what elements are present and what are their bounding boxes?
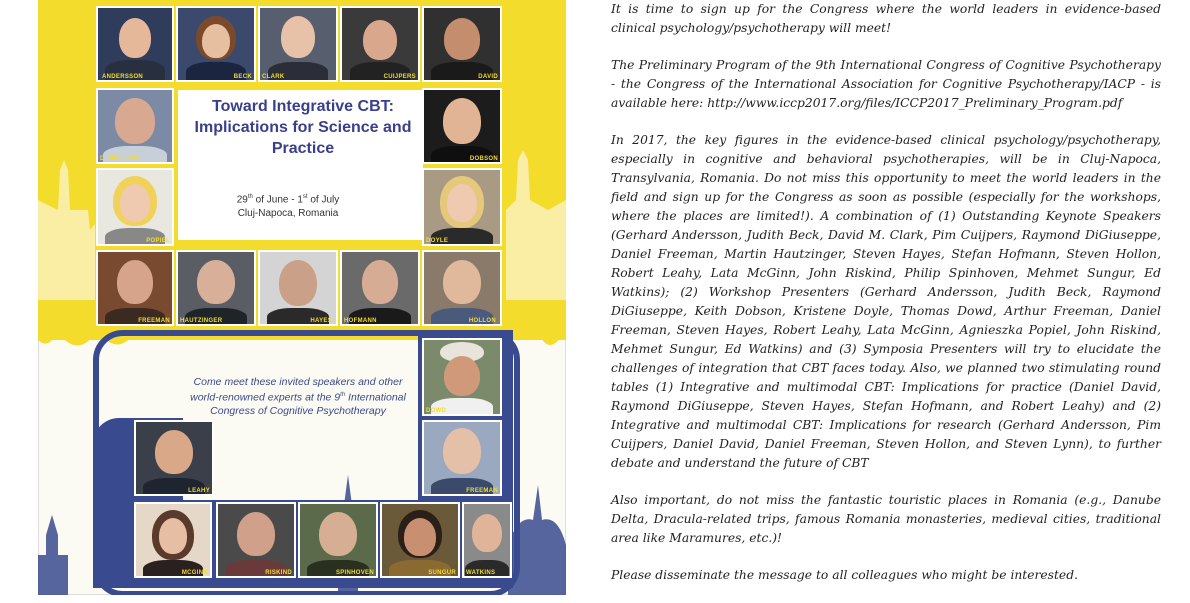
speaker-photo-dobson: DOBSON: [422, 88, 502, 164]
speaker-photo-beck: BECK: [176, 6, 256, 82]
speaker-photo-mcginn: MCGINN: [134, 502, 212, 578]
speaker-photo-digiuseppe: DIGIUSEPPE: [96, 88, 174, 164]
speaker-photo-leahy: LEAHY: [134, 420, 214, 496]
article-program-link: The Preliminary Program of the 9th International Congress of Cognitive Psychotherapy - the Congress of the International Association for Cognitive Psychotherapy/IACP - is available here: http://www.iccp2017.org/files/ICCP2017_Preliminary_Program.pdf: [611, 58, 1161, 110]
speaker-photo-cuijpers: CUIJPERS: [340, 6, 420, 82]
speaker-photo-hollon: HOLLON: [422, 250, 502, 326]
speaker-photo-popiel: POPIEL: [96, 168, 174, 246]
poster-title: Toward Integrative CBT: Implications for Science and Practice: [194, 98, 412, 157]
speaker-photo-clark: CLARK: [258, 6, 338, 82]
poster-date: 29th of June - 1st of July Cluj-Napoca, Romania: [236, 194, 340, 220]
speaker-photo-freeman-arthur: FREEMAN: [96, 250, 174, 326]
speaker-photo-hofmann: HOFMANN: [340, 250, 420, 326]
poster-invitation: Come meet these invited speakers and other world-renowned experts at the 9th International Congress of Cognitive Psychotherapy: [190, 376, 406, 417]
article-disseminate: Please disseminate the message to all colleagues who might be interested.: [611, 568, 1078, 582]
congress-poster: [38, 0, 566, 595]
speaker-photo-doyle: DOYLE: [422, 168, 502, 246]
speaker-photo-hautzinger: HAUTZINGER: [176, 250, 256, 326]
speaker-photo-sungur: SUNGUR: [380, 502, 460, 578]
article-intro: It is time to sign up for the Congress where the world leaders in evidence-based clinical psychology/psychotherapy will meet!: [611, 2, 1161, 35]
speaker-photo-hayes: HAYES: [258, 250, 338, 326]
speaker-photo-spinhoven: SPINHOVEN: [298, 502, 378, 578]
speaker-photo-dowd: DOWD: [422, 338, 502, 416]
article-tourism: Also important, do not miss the fantastic touristic places in Romania (e.g., Danube Delta, Dracula-related trips, famous Romania monasteries, medieval cities, traditional area like Maramures, etc.)!: [611, 493, 1161, 545]
article-text: [611, 0, 1161, 603]
speaker-photo-david: DAVID: [422, 6, 502, 82]
speaker-photo-freeman-daniel: FREEMAN: [422, 420, 502, 496]
speaker-photo-andersson: ANDERSSON: [96, 6, 174, 82]
article-speakers: In 2017, the key figures in the evidence-based clinical psychology/psychotherapy, especially in cognitive and behavioral psychotherapies, will be in Cluj-Napoca, Transylvania, Romania. Do not miss this opportunity to meet the world leaders in the field and sign up for the Congress as soon as possible (especially for the workshops, where the places are limited!). A combination of (1) Outstanding Keynote Speakers (Gerhard Andersson, Judith Beck, David M. Clark, Pim Cuijpers, Raymond DiGiuseppe, Daniel Freeman, Martin Hautzinger, Steven Hayes, Stefan Hofmann, Steven Hollon, Robert Leahy, Lata McGinn, John Riskind, Philip Spinhoven, Mehmet Sungur, Ed Watkins); (2) Workshop Presenters (Gerhard Andersson, Judith Beck, Raymond DiGiuseppe, Keith Dobson, Kristene Doyle, Thomas Dowd, Arthur Freeman, Daniel Freeman, Steven Hayes, Robert Leahy, Lata McGinn, Agnieszka Popiel, John Riskind, Mehmet Sungur, Ed Watkins) and (3) Symposia Presenters will try to elucidate the challenges of integration that CBT faces today. Also, we planned two stimulating round tables (1) Integrative and multimodal CBT: Implications for practice (Daniel David, Raymond DiGiuseppe, Steven Hayes, Stefan Hofmann, and Robert Leahy) and (2) Integrative and multimodal CBT: Implications for research (Gerhard Andersson, Pim Cuijpers, Daniel David, Daniel Freeman, Steven Hollon, and Steven Lynn), to further debate and understand the future of CBT: [611, 133, 1161, 470]
speaker-photo-watkins: WATKINS: [462, 502, 512, 578]
speaker-photo-riskind: RISKIND: [216, 502, 296, 578]
poster-location: Cluj-Napoca, Romania: [237, 208, 339, 220]
